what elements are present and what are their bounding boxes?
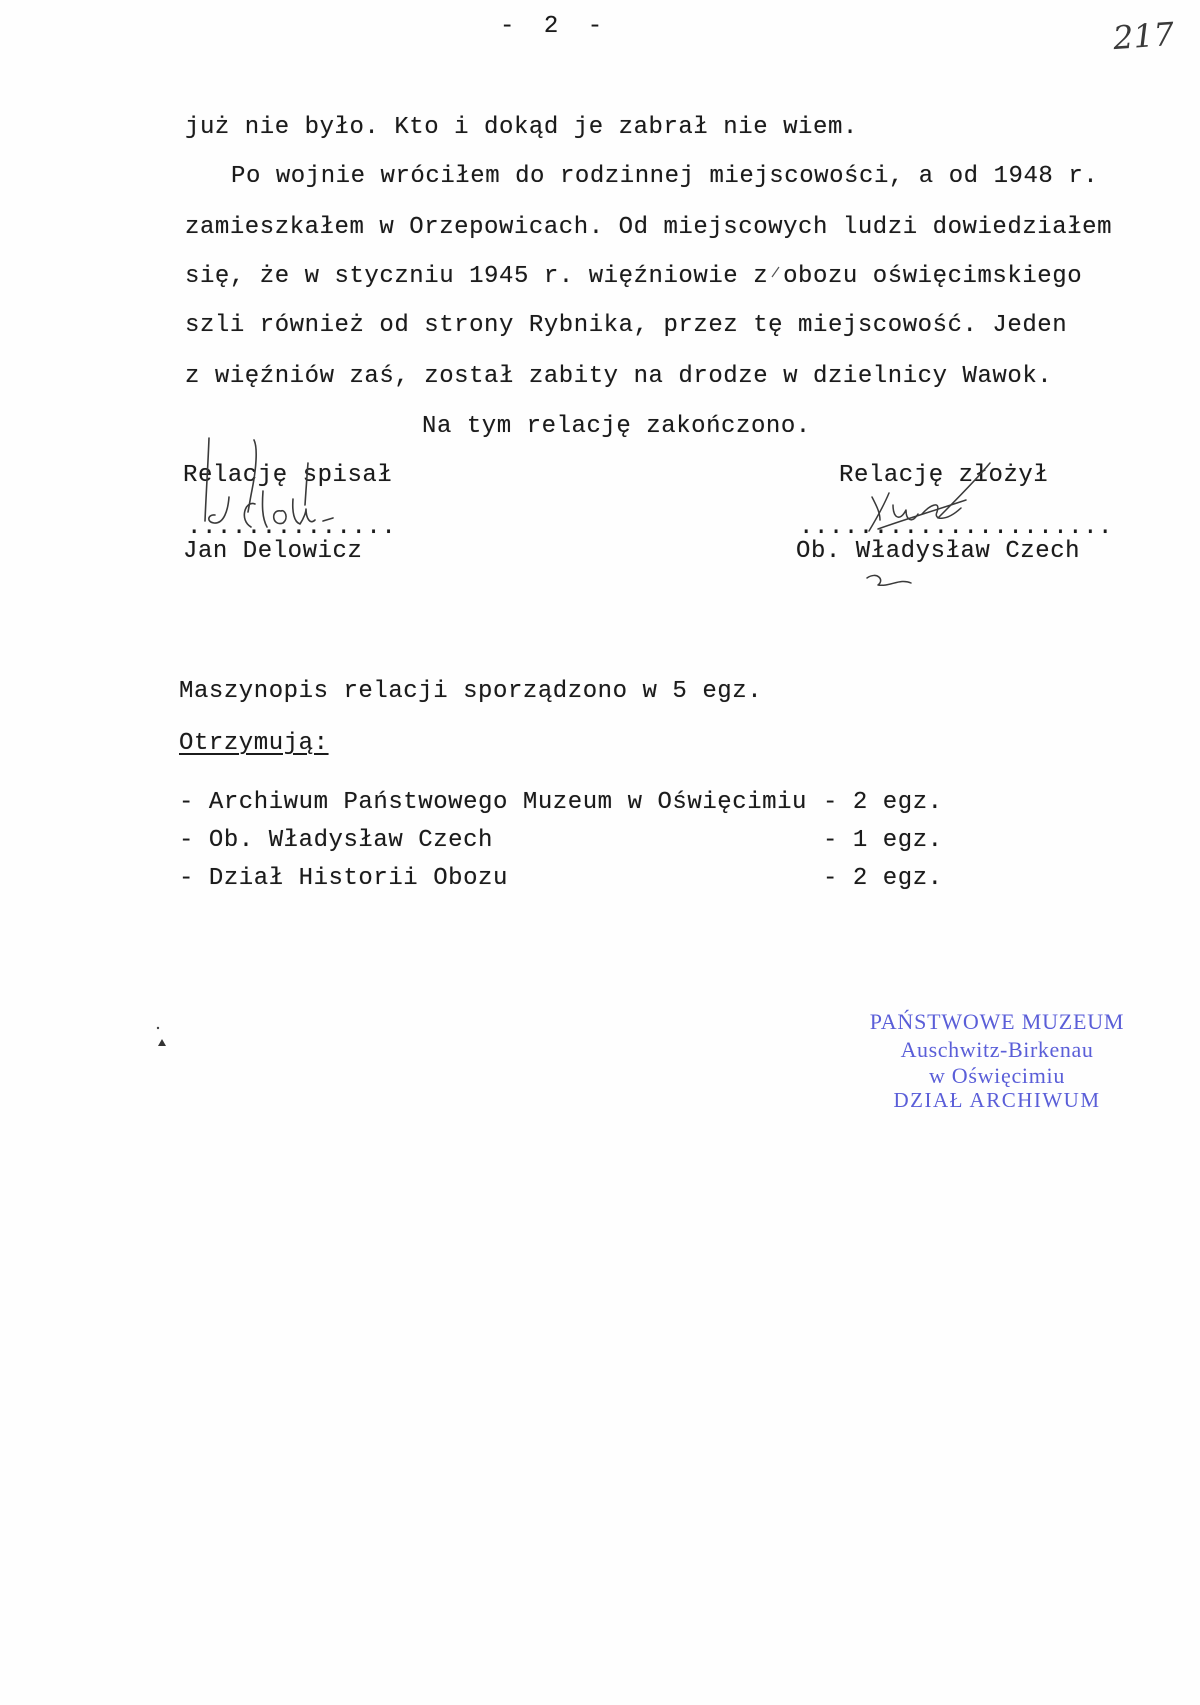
body-line-3: zamieszkałem w Orzepowicach. Od miejscowych ludzi dowiedziałem (185, 214, 1113, 241)
copies-note: Maszynopis relacji sporządzono w 5 egz. (179, 678, 763, 705)
stray-mark (158, 1039, 166, 1046)
closing-line: Na tym relację zakończono. (422, 413, 811, 440)
body-line-2: Po wojnie wróciłem do rodzinnej miejscowości, a od 1948 r. (231, 163, 1099, 190)
stamp-line-city: w Oświęcimiu (928, 1063, 1066, 1088)
recipient-label: - Archiwum Państwowego Muzeum w Oświęcimiu (179, 789, 807, 816)
right-signature-name: Ob. Władysław Czech (796, 538, 1081, 565)
right-signature-role: Relację złożył (839, 462, 1049, 489)
stamp-line-name: Auschwitz-Birkenau (900, 1037, 1094, 1062)
body-line-4: się, że w styczniu 1945 r. więźniowie z obozu oświęcimskiego (185, 263, 1083, 290)
left-signature-name: Jan Delowicz (183, 538, 363, 565)
recipient-label: - Ob. Władysław Czech (179, 827, 493, 854)
stamp-line-department: DZIAŁ ARCHIWUM (893, 1088, 1101, 1112)
recipient-count: - 1 egz. (823, 827, 943, 854)
left-signature-role: Relację spisał (183, 462, 393, 489)
body-line-5: szli również od strony Rybnika, przez tę miejscowość. Jeden (185, 312, 1068, 339)
stray-mark (157, 1027, 159, 1029)
page-number: - 2 - (500, 13, 603, 40)
archive-stamp (847, 1005, 1147, 1115)
right-signature-dots: ..................... (799, 514, 1113, 541)
right-signature-stroke (867, 575, 911, 585)
body-line-1: już nie było. Kto i dokąd je zabrał nie wiem. (185, 114, 858, 141)
stamp-line-institution: PAŃSTWOWE MUZEUM (869, 1009, 1125, 1034)
handwritten-folio-number: 217 (1111, 14, 1176, 58)
recipient-label: - Dział Historii Obozu (179, 865, 508, 892)
left-signature-dots: .............. (187, 514, 397, 541)
recipient-count: - 2 egz. (823, 789, 943, 816)
body-line-6: z więźniów zaś, został zabity na drodze w dzielnicy Wawok. (185, 363, 1053, 390)
recipients-heading: Otrzymują: (179, 730, 329, 757)
recipient-count: - 2 egz. (823, 865, 943, 892)
